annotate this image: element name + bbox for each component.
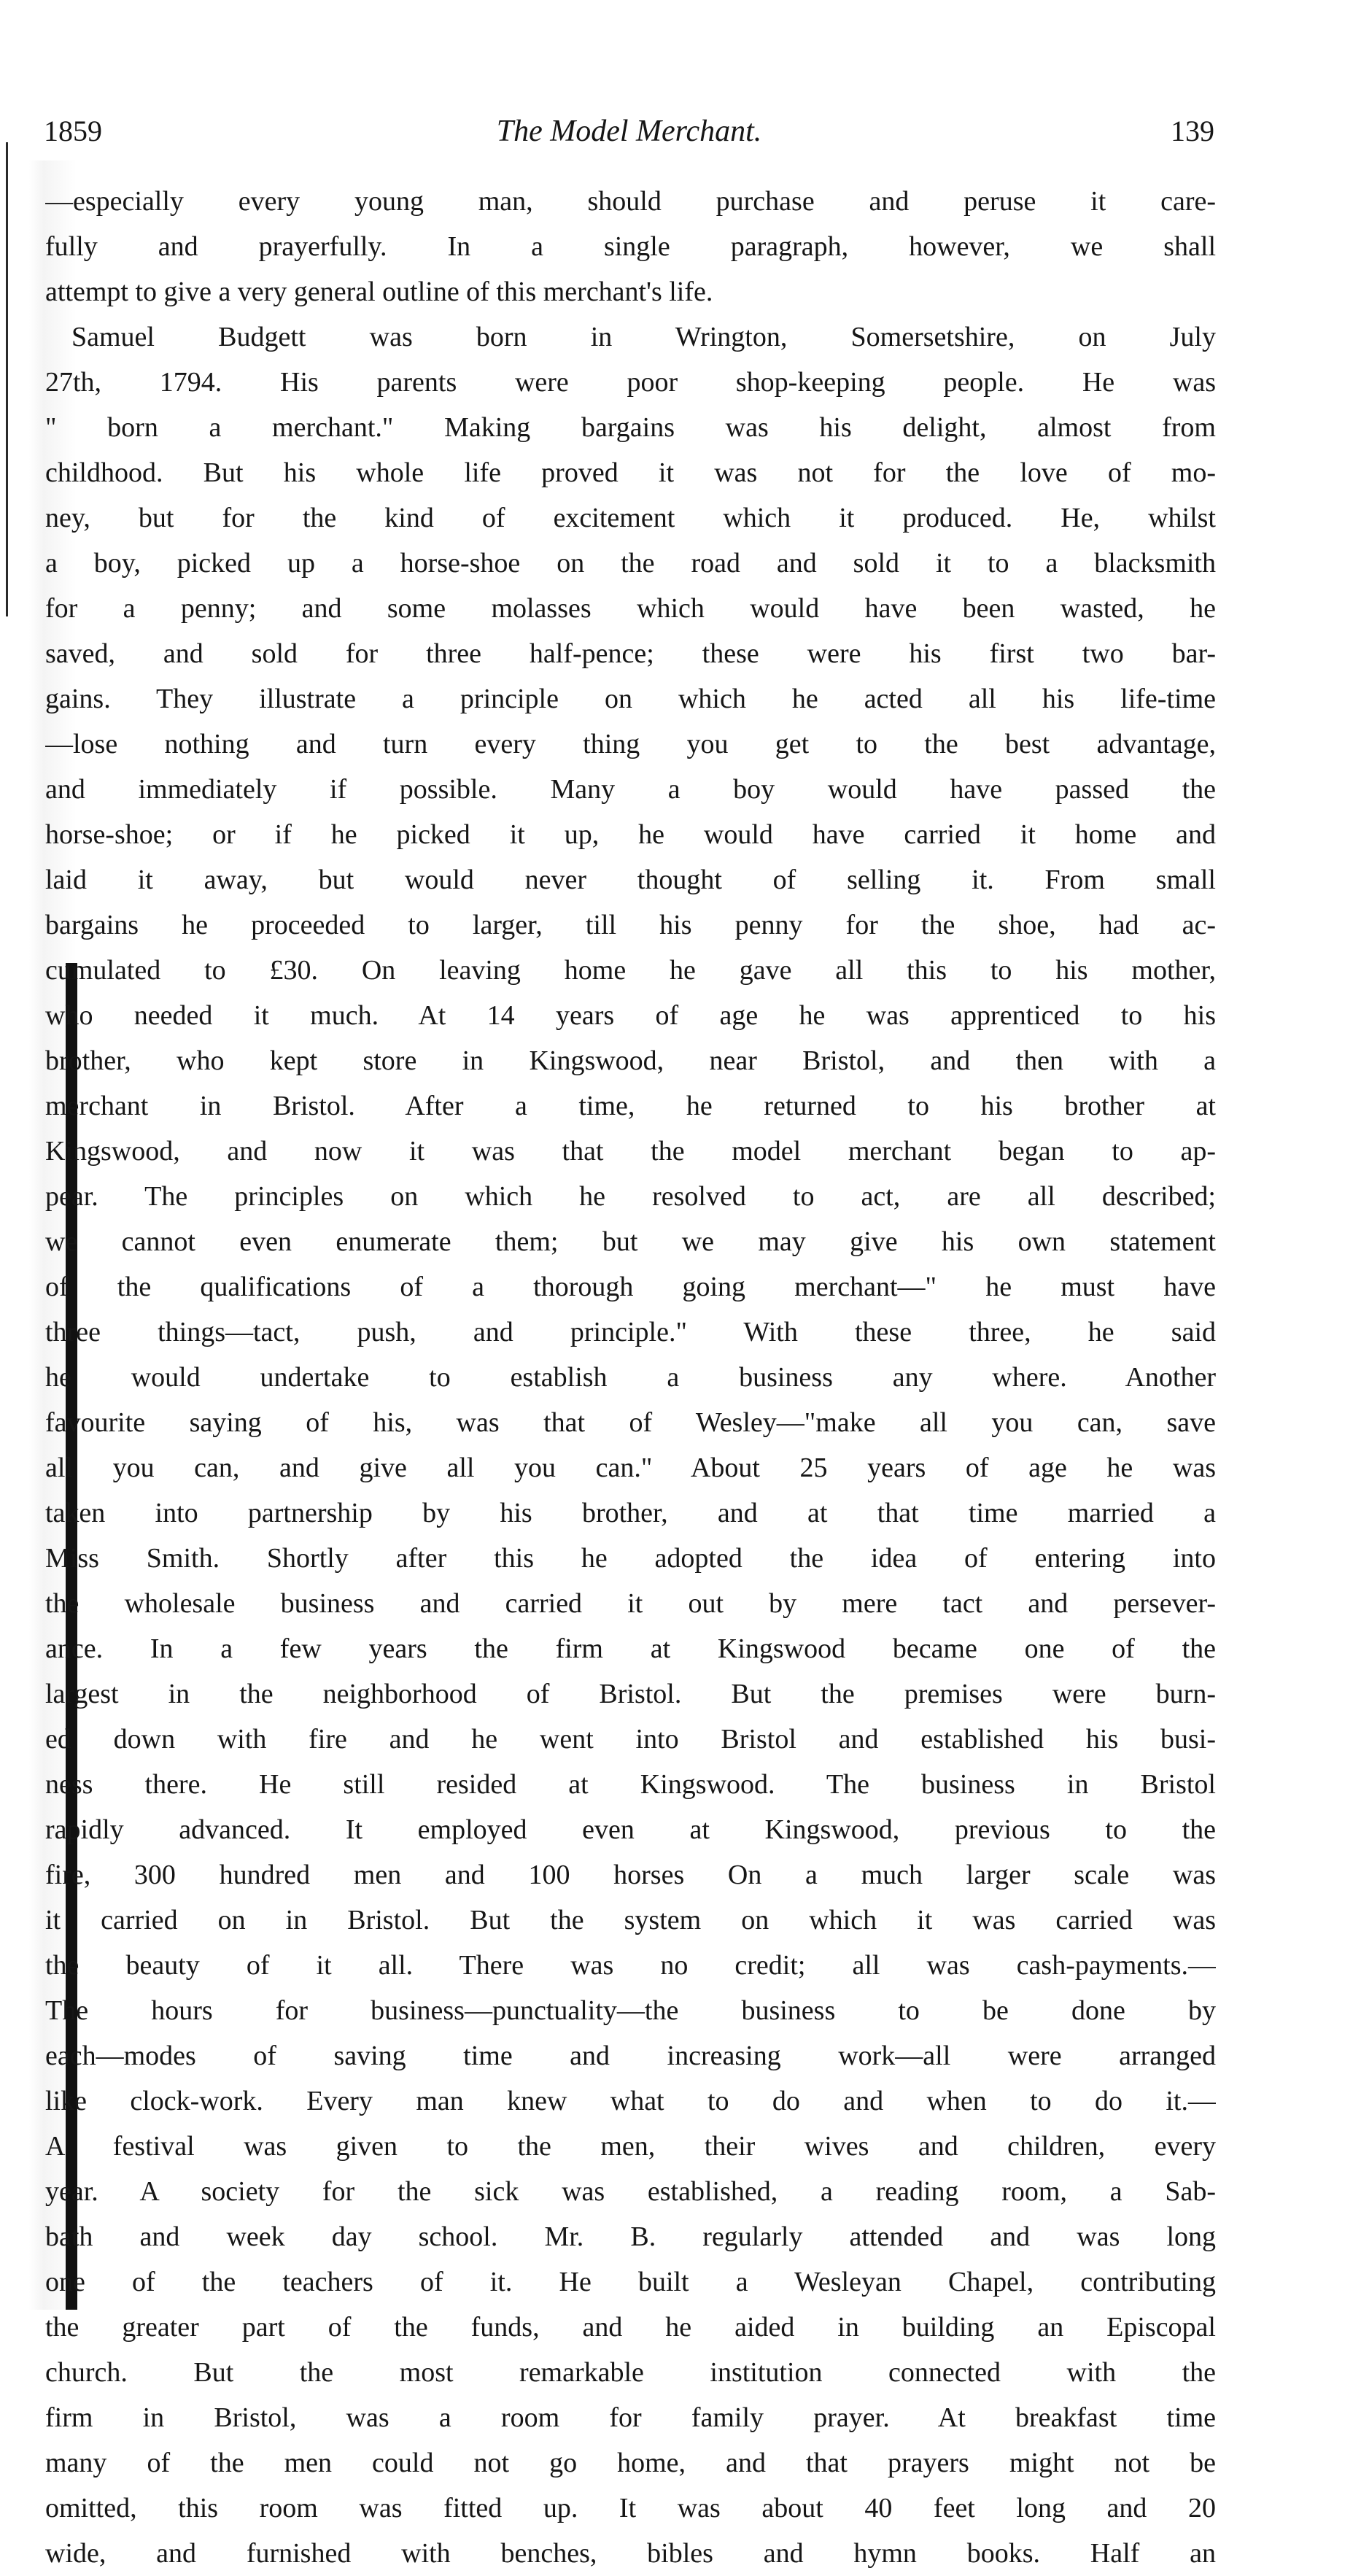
text-line: the greater part of the funds, and he aided in building an Episcopal <box>45 2312 1216 2343</box>
text-line: ed down with fire and he went into Bristol and established his busi- <box>45 1724 1216 1755</box>
text-line: The hours for business—punctuality—the business to be done by <box>45 1995 1216 2026</box>
text-line: attempt to give a very general outline of this merchant's life. <box>45 276 713 307</box>
text-line: —especially every young man, should purchase and peruse it care- <box>45 186 1216 217</box>
page-number: 139 <box>1171 115 1214 147</box>
text-line: " born a merchant." Making bargains was his delight, almost from <box>45 412 1216 443</box>
text-line: like clock-work. Every man knew what to do and when to do it.— <box>45 2086 1216 2116</box>
text-line: gains. They illustrate a principle on which he acted all his life-time <box>45 684 1216 714</box>
text-line: the wholesale business and carried it out by mere tact and persever- <box>45 1588 1216 1619</box>
text-line: firm in Bristol, was a room for family prayer. At breakfast time <box>45 2402 1216 2433</box>
text-line: and immediately if possible. Many a boy would have passed the <box>45 774 1216 805</box>
text-line: one of the teachers of it. He built a Wesleyan Chapel, contributing <box>45 2267 1216 2297</box>
text-line: many of the men could not go home, and that prayers might not be <box>45 2448 1216 2478</box>
text-line: fire, 300 hundred men and 100 horses On a much larger scale was <box>45 1860 1216 1890</box>
text-line: we cannot even enumerate them; but we may give his own statement <box>45 1226 1216 1257</box>
text-line: —lose nothing and turn every thing you get to the best advantage, <box>45 729 1216 759</box>
text-line: who needed it much. At 14 years of age he was apprenticed to his <box>45 1000 1216 1031</box>
text-line: he would undertake to establish a business any where. Another <box>45 1362 1216 1393</box>
text-line: childhood. But his whole life proved it was not for the love of mo- <box>45 457 1216 488</box>
text-line: taken into partnership by his brother, and at that time married a <box>45 1498 1216 1528</box>
text-line: the beauty of it all. There was no credit; all was cash-payments.— <box>45 1950 1216 1981</box>
text-line: Samuel Budgett was born in Wrington, Somersetshire, on July <box>71 322 1216 352</box>
text-line: for a penny; and some molasses which would have been wasted, he <box>45 593 1216 624</box>
text-line: wide, and furnished with benches, bibles and hymn books. Half an <box>45 2538 1216 2569</box>
text-line: cumulated to £30. On leaving home he gave all this to his mother, <box>45 955 1216 986</box>
text-line: rapidly advanced. It employed even at Kingswood, previous to the <box>45 1814 1216 1845</box>
text-line: Kingswood, and now it was that the model merchant began to ap- <box>45 1136 1216 1167</box>
text-line: A festival was given to the men, their wives and children, every <box>45 2131 1216 2162</box>
text-line: it carried on in Bristol. But the system on which it was carried was <box>45 1905 1216 1935</box>
text-line: merchant in Bristol. After a time, he returned to his brother at <box>45 1091 1216 1121</box>
running-head <box>44 109 1214 153</box>
text-line: horse-shoe; or if he picked it up, he would have carried it home and <box>45 819 1216 850</box>
text-line: pear. The principles on which he resolved to act, are all described; <box>45 1181 1216 1212</box>
text-line: each—modes of saving time and increasing work—all were arranged <box>45 2041 1216 2071</box>
text-line: favourite saying of his, was that of Wesley—"make all you can, save <box>45 1407 1216 1438</box>
text-line: brother, who kept store in Kingswood, near Bristol, and then with a <box>45 1045 1216 1076</box>
text-line: all you can, and give all you can." About 25 years of age he was <box>45 1453 1216 1483</box>
year-label: 1859 <box>44 115 102 147</box>
text-line: Miss Smith. Shortly after this he adopted the idea of entering into <box>45 1543 1216 1574</box>
text-line: bargains he proceeded to larger, till his penny for the shoe, had ac- <box>45 910 1216 940</box>
text-line: saved, and sold for three half-pence; these were his first two bar- <box>45 638 1216 669</box>
spine-edge-line <box>6 142 8 616</box>
text-line: ness there. He still resided at Kingswood. The business in Bristol <box>45 1769 1216 1800</box>
text-line: year. A society for the sick was established, a reading room, a Sab- <box>45 2176 1216 2207</box>
text-line: a boy, picked up a horse-shoe on the road and sold it to a blacksmith <box>45 548 1216 579</box>
text-line: three things—tact, push, and principle." With these three, he said <box>45 1317 1216 1347</box>
text-line: 27th, 1794. His parents were poor shop-keeping people. He was <box>45 367 1216 398</box>
text-line: laid it away, but would never thought of selling it. From small <box>45 865 1216 895</box>
running-title: The Model Merchant. <box>496 115 762 148</box>
text-line: ney, but for the kind of excitement which it produced. He, whilst <box>45 503 1216 533</box>
text-line: fully and prayerfully. In a single paragraph, however, we shall <box>45 231 1216 262</box>
text-line: of the qualifications of a thorough going merchant—" he must have <box>45 1272 1216 1302</box>
text-line: ance. In a few years the firm at Kingswood became one of the <box>45 1633 1216 1664</box>
text-line: church. But the most remarkable institution connected with the <box>45 2357 1216 2388</box>
body-text <box>45 179 1216 2576</box>
text-line: bath and week day school. Mr. B. regularly attended and was long <box>45 2221 1216 2252</box>
text-line: largest in the neighborhood of Bristol. But the premises were burn- <box>45 1679 1216 1709</box>
text-line: omitted, this room was fitted up. It was about 40 feet long and 20 <box>45 2493 1216 2523</box>
